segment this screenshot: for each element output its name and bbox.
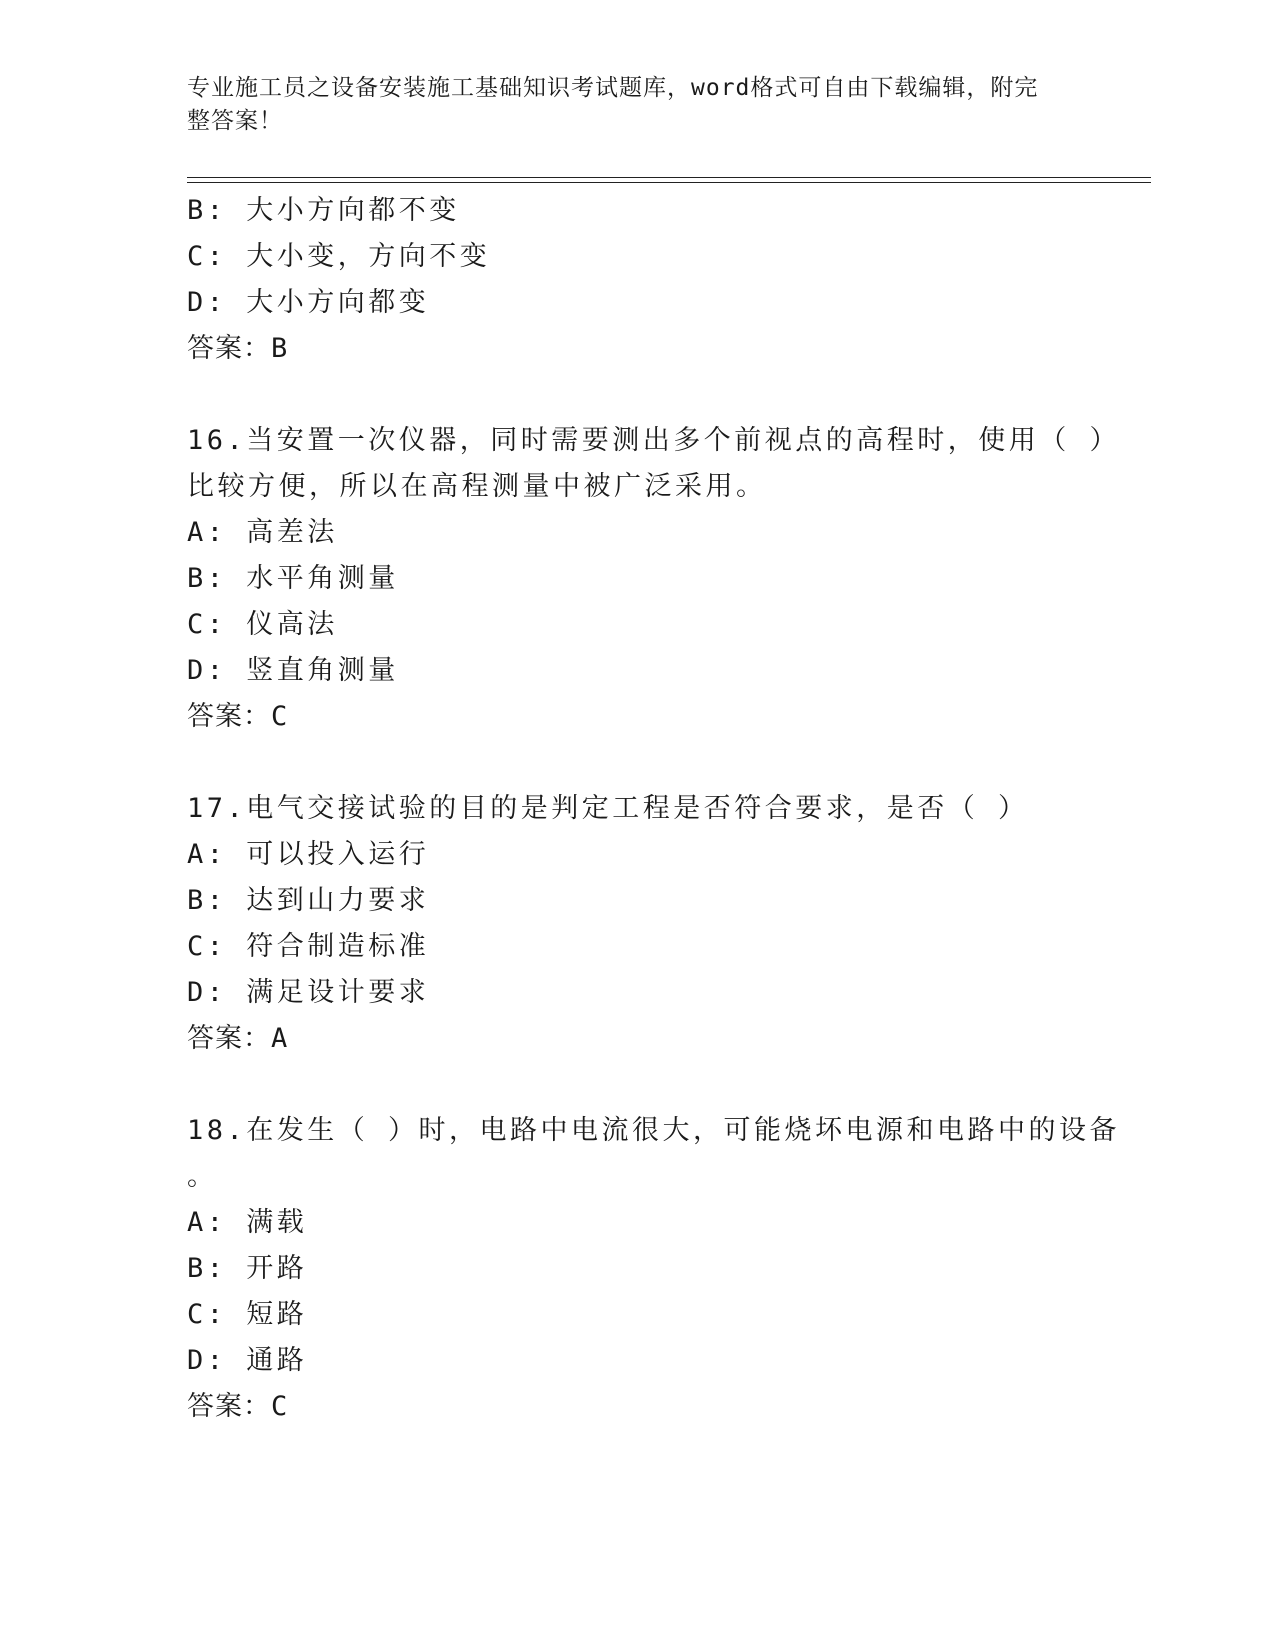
option-c: C: 短路 xyxy=(187,1299,308,1330)
answer-label: 答案： xyxy=(187,1391,271,1422)
header-line-1: 专业施工员之设备安装施工基础知识考试题库，word格式可自由下载编辑，附完 xyxy=(187,75,1039,101)
question-list xyxy=(187,188,1121,1430)
answer-value: C xyxy=(271,701,289,732)
option-a: A: 满载 xyxy=(187,1207,308,1238)
option-c: C: 符合制造标准 xyxy=(187,931,430,962)
header-divider-top xyxy=(187,177,1151,178)
answer-label: 答案： xyxy=(187,1023,271,1054)
answer-line xyxy=(187,326,1087,372)
option-b: B: 水平角测量 xyxy=(187,563,399,594)
question-text-line-1: 16.当安置一次仪器，同时需要测出多个前视点的高程时，使用（ ） xyxy=(187,425,1121,456)
option-d: D: 通路 xyxy=(187,1345,308,1376)
option-d: D: 竖直角测量 xyxy=(187,655,399,686)
option-b: B: 达到山力要求 xyxy=(187,885,430,916)
question-text-line-1: 18.在发生（ ）时，电路中电流很大，可能烧坏电源和电路中的设备 xyxy=(187,1115,1121,1146)
option-c: C: 仪高法 xyxy=(187,609,338,640)
option-d: D: 满足设计要求 xyxy=(187,977,430,1008)
option-d: D: 大小方向都变 xyxy=(187,287,430,318)
answer-label: 答案： xyxy=(187,333,271,364)
answer-value: B xyxy=(271,333,289,364)
partial-question xyxy=(187,188,1087,372)
question-17 xyxy=(187,786,1087,1062)
header-line-2: 整答案！ xyxy=(187,108,283,134)
answer-line xyxy=(187,694,1087,740)
answer-value: A xyxy=(271,1023,289,1054)
answer-label: 答案： xyxy=(187,701,271,732)
option-b: B: 开路 xyxy=(187,1253,308,1284)
answer-line xyxy=(187,1016,1087,1062)
question-text-line-1: 17.电气交接试验的目的是判定工程是否符合要求，是否（ ） xyxy=(187,793,1029,824)
question-18 xyxy=(187,1108,1121,1430)
option-a: A: 高差法 xyxy=(187,517,338,548)
question-text-line-2: 。 xyxy=(187,1161,218,1192)
answer-line xyxy=(187,1384,1087,1430)
header-divider-bottom xyxy=(187,182,1151,183)
option-c: C: 大小变，方向不变 xyxy=(187,241,491,272)
question-text-line-2: 比较方便，所以在高程测量中被广泛采用。 xyxy=(187,471,767,502)
option-a: A: 可以投入运行 xyxy=(187,839,430,870)
answer-value: C xyxy=(271,1391,289,1422)
question-16 xyxy=(187,418,1121,740)
document-header xyxy=(187,72,1067,138)
option-b: B: 大小方向都不变 xyxy=(187,195,460,226)
